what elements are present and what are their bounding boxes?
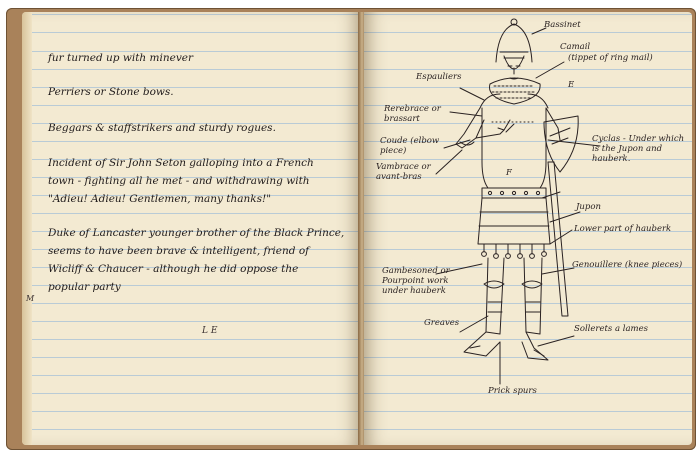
handwritten-line-3: Beggars & staffstrikers and sturdy rogues.	[48, 122, 276, 134]
espauliers	[480, 94, 500, 108]
handwritten-line-7: Duke of Lancaster younger brother of the Black Prince,	[48, 227, 345, 239]
camail-mail	[490, 78, 541, 104]
label-vambrace: Vambrace or avant-bras	[376, 162, 431, 182]
bassinet-helmet	[496, 24, 532, 62]
left-leg	[486, 258, 504, 334]
label-lower-hauberk: Lower part of hauberk	[574, 224, 672, 234]
left-page	[22, 12, 360, 445]
label-sollerets: Sollerets a lames	[574, 324, 648, 334]
heater-shield	[544, 116, 578, 172]
handwritten-line-8: seems to have been brave & intelligent, friend of	[48, 245, 310, 257]
label-camail-note: (tippet of ring mail)	[568, 53, 653, 63]
handwritten-line-4: Incident of Sir John Seton galloping into a French	[48, 157, 314, 169]
handwritten-line-1: fur turned up with minever	[48, 52, 193, 64]
handwritten-line-6: "Adieu! Adieu! Gentlemen, many thanks!"	[48, 193, 272, 205]
jupon-skirt	[478, 198, 550, 244]
label-rerebrace: Rerebrace or brassart	[384, 104, 441, 124]
label-spurs: Prick spurs	[488, 386, 537, 396]
right-page	[364, 12, 692, 445]
label-e-mark: E	[568, 80, 575, 90]
label-camail: Camail	[560, 42, 591, 52]
cyclas-body	[482, 108, 546, 188]
label-cyclas: Cyclas - Under which is the Jupon and hauberk.	[592, 134, 685, 164]
label-bassinet: Bassinet	[544, 20, 581, 30]
solleret-left	[464, 332, 500, 356]
label-coude: Coude (elbow piece)	[380, 136, 440, 156]
label-espaulier: Espauliers	[416, 72, 462, 82]
label-jupon: Jupon	[576, 202, 601, 212]
right-leg	[524, 258, 542, 334]
handwritten-line-10: popular party	[48, 281, 121, 293]
handwritten-line-2: Perriers or Stone bows.	[48, 86, 174, 98]
page-edge	[22, 12, 35, 445]
handwritten-line-9: Wicliff & Chaucer - although he did oppose the	[48, 263, 299, 275]
label-f-mark: F	[506, 168, 512, 178]
label-genouillere: Genouillere (knee pieces)	[572, 260, 683, 270]
pencil-scribble-le: L E	[202, 326, 218, 336]
handwritten-line-5: town - fighting all he met - and withdrawing with	[48, 175, 310, 187]
margin-mark: M	[26, 294, 35, 303]
label-gambeson: Gambesoned or Pourpoint work under hauberk	[382, 266, 450, 296]
label-greaves: Greaves	[424, 318, 460, 328]
